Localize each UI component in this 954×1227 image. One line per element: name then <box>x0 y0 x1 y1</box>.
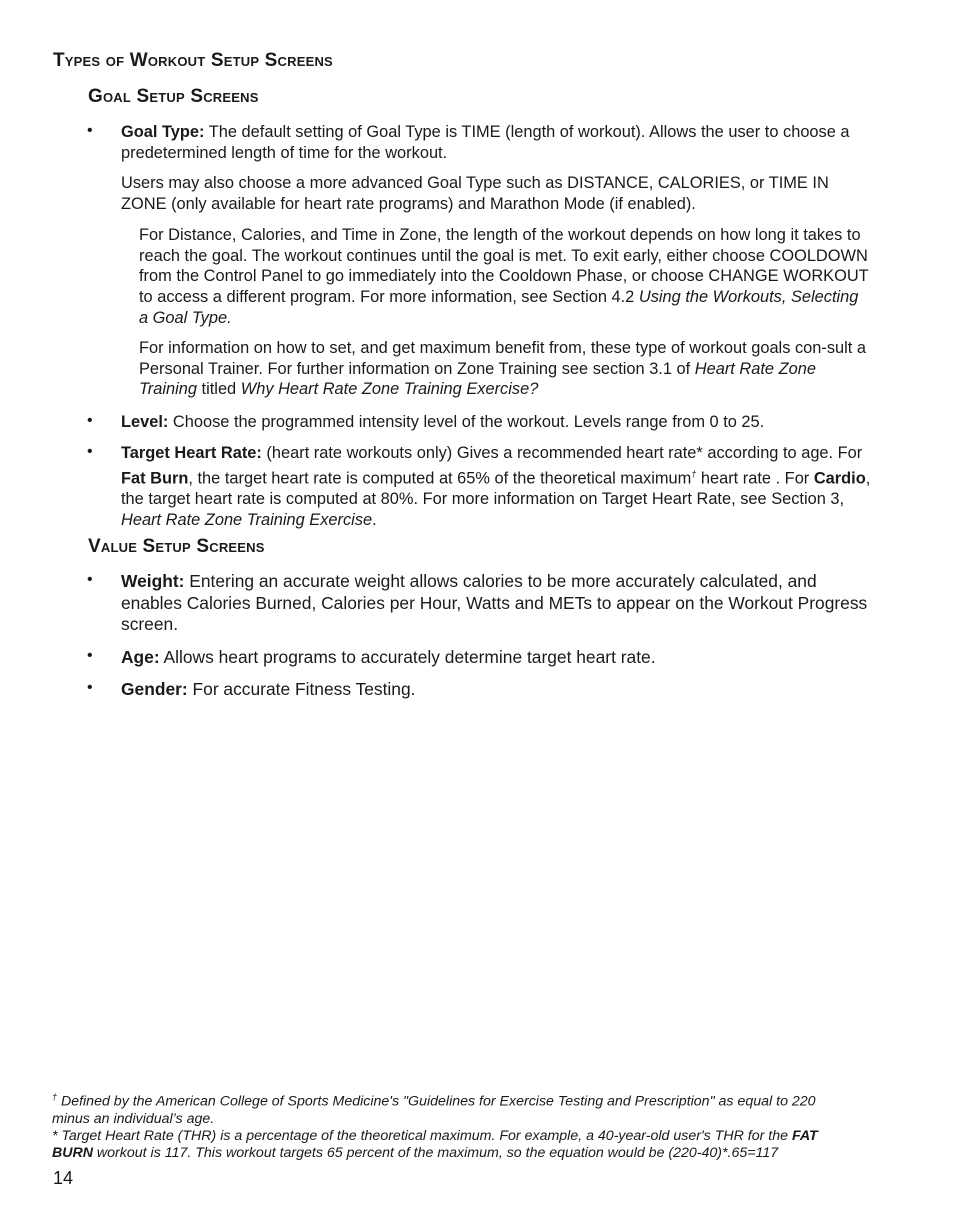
gender-text: For accurate Fitness Testing. <box>187 679 416 699</box>
age-text: Allows heart programs to accurately determine target heart rate. <box>159 647 656 667</box>
weight-item <box>121 571 871 636</box>
age-label: Age: <box>121 647 160 667</box>
footnote-dagger <box>52 1089 852 1128</box>
thr-text-2: , the target heart rate is computed at 65% of the theoretical maximum <box>188 469 692 488</box>
info-reference-1: Heart Rate Zone Training <box>139 359 816 399</box>
footnote-star-text-2: workout is 117. This workout targets 65 percent of the maximum, so the equation would be (220-40)*.65=117 <box>92 1145 779 1161</box>
weight-text: Entering an accurate weight allows calories to be more accurately calculated, and enables Calories Burned, Calories per Hour, Watts and METs to appear on the Workout Progress screen. <box>121 571 868 634</box>
bullet-marker: • <box>87 122 93 139</box>
footnote-dagger-mark: † <box>52 1092 58 1102</box>
goal-type-label: Goal Type: <box>121 123 205 141</box>
age-item <box>121 647 871 668</box>
gender-label: Gender: <box>121 679 188 699</box>
thr-reference: Heart Rate Zone Training Exercise <box>121 510 373 529</box>
section-heading: Types of Workout Setup Screens <box>53 50 333 71</box>
distance-reference: Using the Workouts, Selecting a Goal Type. <box>139 288 859 327</box>
thr-text-1: (heart rate workouts only) Gives a recommended heart rate* according to age. For <box>261 444 863 462</box>
level-item <box>121 412 871 433</box>
bullet-marker: • <box>87 443 93 460</box>
footnote-star-text-1: * Target Heart Rate (THR) is a percentage of the theoretical maximum. For example, a 40-year-old user's THR for the <box>52 1128 792 1144</box>
bullet-marker: • <box>87 571 93 588</box>
thr-end: . <box>372 510 377 529</box>
footnote-star <box>52 1128 852 1162</box>
gender-item <box>121 679 871 700</box>
bullet-marker: • <box>87 679 93 696</box>
distance-paragraph <box>139 225 871 329</box>
page-number: 14 <box>53 1168 74 1188</box>
info-paragraph <box>139 338 871 400</box>
dagger-mark: † <box>691 468 697 479</box>
goal-type-text: The default setting of Goal Type is TIME (length of workout). Allows the user to choose a predetermined length of time for the workout. <box>121 123 850 162</box>
target-heart-rate-item <box>121 443 871 530</box>
thr-text-3: heart rate . For <box>696 469 814 488</box>
bullet-marker: • <box>87 647 93 664</box>
distance-text: For Distance, Calories, and Time in Zone, the length of the workout depends on how long it takes to reach the goal. The workout continues until the goal is met. To exit early, either choose COOLDOWN from the Control Panel to go immediately into the Cooldown Phase, or choose CHANGE WORKOUT to access a different program. For more information, see Section 4.2 <box>139 226 869 307</box>
advanced-goal-paragraph: Users may also choose a more advanced Goal Type such as DISTANCE, CALORIES, or TIME IN ZONE (only available for heart rate programs) and Marathon Mode (if enabled). <box>121 174 829 213</box>
bullet-marker: • <box>87 412 93 429</box>
goal-setup-heading: Goal Setup Screens <box>88 86 259 107</box>
value-setup-heading: Value Setup Screens <box>88 536 265 557</box>
thr-cardio: Cardio <box>813 469 866 488</box>
thr-fat-burn: Fat Burn <box>121 469 189 488</box>
level-label: Level: <box>121 413 169 431</box>
thr-label: Target Heart Rate: <box>121 444 262 462</box>
goal-type-item <box>121 122 871 163</box>
level-text: Choose the programmed intensity level of the workout. Levels range from 0 to 25. <box>168 413 765 431</box>
info-text-1: For information on how to set, and get maximum benefit from, these type of workout goals con-sult a Personal Trainer. For further information on Zone Training see section 3.1 of <box>139 339 867 378</box>
weight-label: Weight: <box>121 571 185 591</box>
info-text-2: titled <box>197 380 241 399</box>
footnote-dagger-text: Defined by the American College of Sports Medicine's "Guidelines for Exercise Testing and Prescription" as equal to 220 minus an individual’s age. <box>52 1093 816 1127</box>
info-reference-2: Why Heart Rate Zone Training Exercise? <box>240 380 539 399</box>
thr-text-4: , the target heart rate is computed at 80%. For more information on Target Heart Rate, see Section 3, <box>121 469 871 508</box>
footnote-fat-burn: FAT BURN <box>52 1128 818 1161</box>
